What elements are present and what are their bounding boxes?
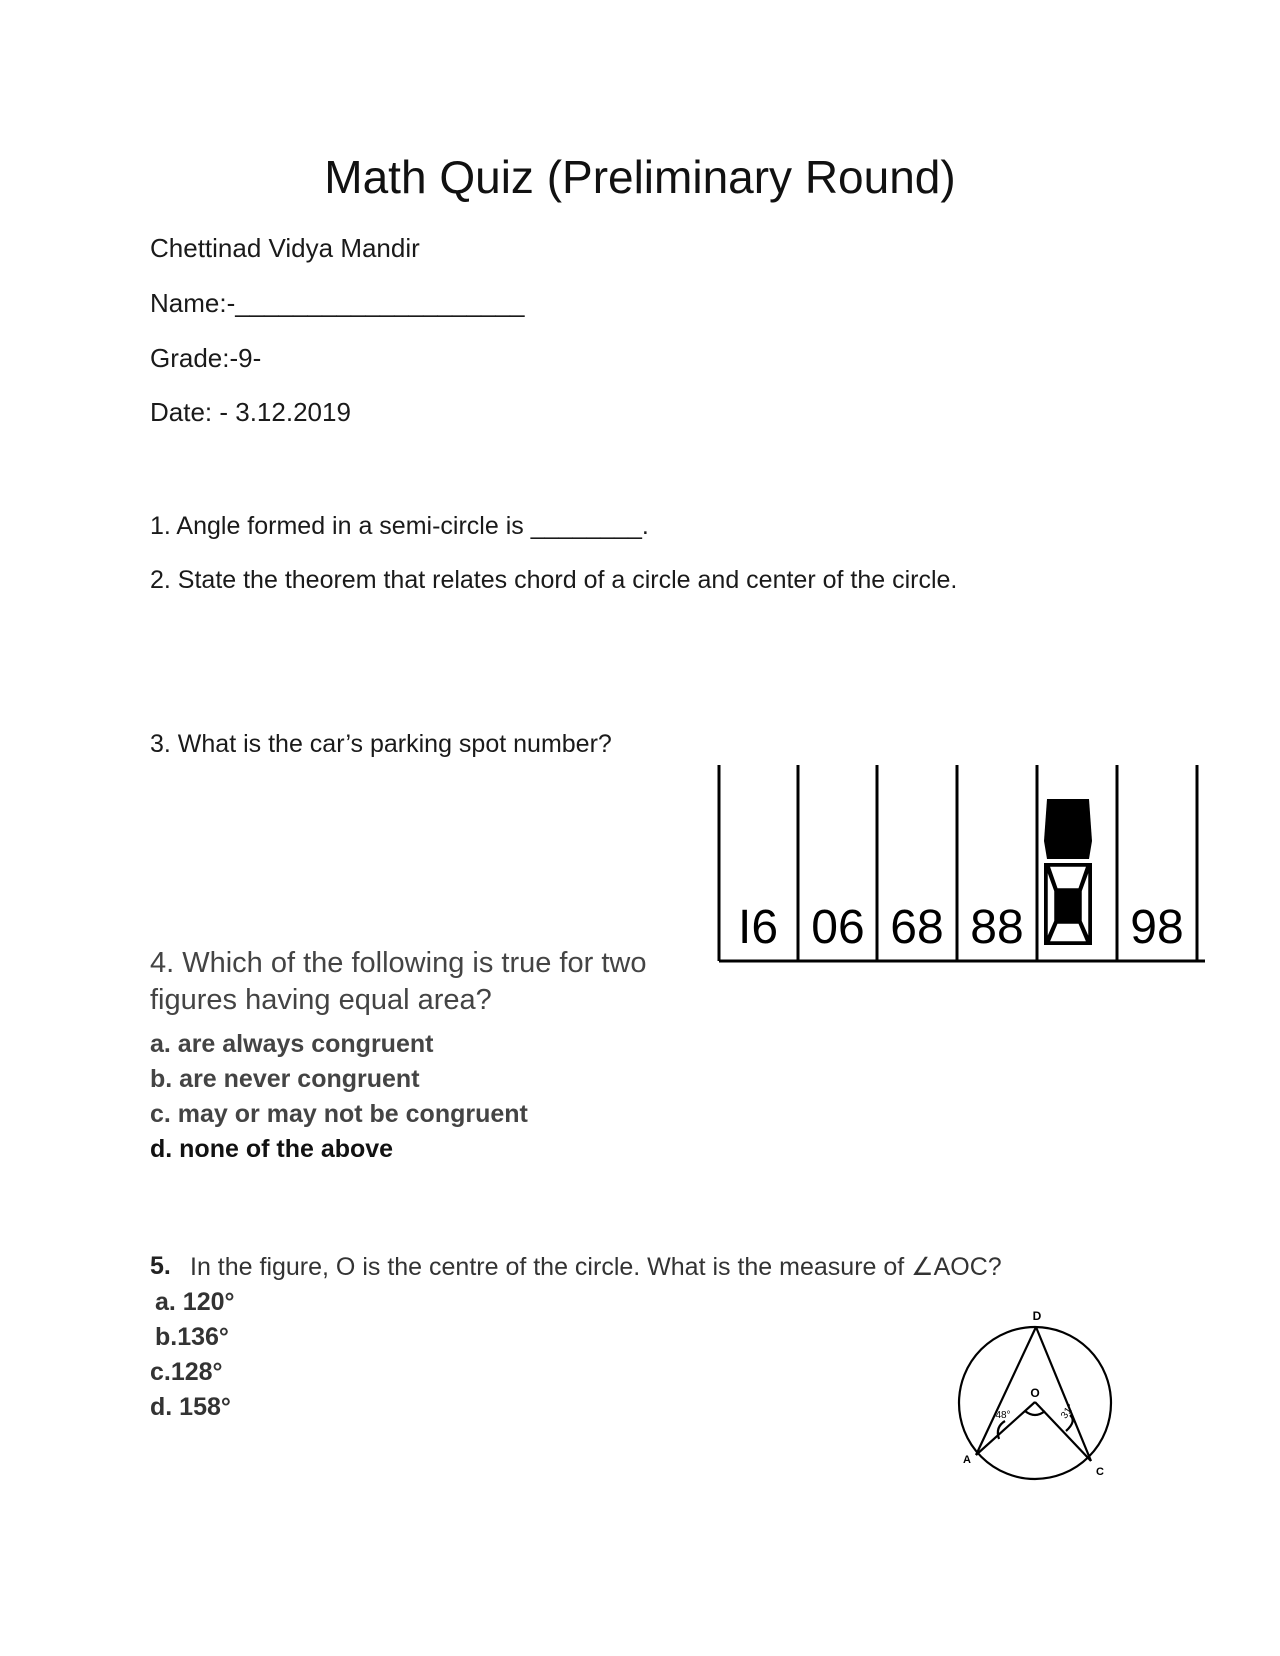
q5-option-b: b.136° <box>155 1323 229 1351</box>
page-title: Math Quiz (Preliminary Round) <box>324 151 956 203</box>
q4-option-c: c. may or may not be congruent <box>150 1100 528 1128</box>
spot-label-1: I6 <box>737 901 779 954</box>
spot-label-3: 68 <box>890 901 944 954</box>
label-c: C <box>1096 1466 1104 1478</box>
angle-a-label: 48° <box>995 1410 1011 1421</box>
question-5-number: 5. <box>150 1252 171 1280</box>
grade-field: Grade:-9- <box>150 343 262 373</box>
name-field: Name:-____________________ <box>150 288 525 318</box>
q4-option-a: a. are always congruent <box>150 1030 434 1058</box>
q5-option-c: c.128° <box>150 1358 223 1386</box>
question-5: In the figure, O is the centre of the circle. What is the measure of ∠AOC? <box>190 1253 1002 1281</box>
question-3: 3. What is the car’s parking spot number? <box>150 730 612 758</box>
spot-label-4: 88 <box>970 901 1024 954</box>
question-1: 1. Angle formed in a semi-circle is ________. <box>150 512 649 540</box>
angle-c-label: 31° <box>1059 1402 1077 1421</box>
school-name: Chettinad Vidya Mandir <box>150 233 420 263</box>
car-icon <box>1044 799 1092 945</box>
spot-label-6: 98 <box>1130 901 1184 954</box>
q5-option-a: a. 120° <box>155 1288 235 1316</box>
circle-figure <box>945 1305 1125 1495</box>
q5-option-d: d. 158° <box>150 1393 231 1421</box>
date-field: Date: - 3.12.2019 <box>150 397 351 427</box>
spot-label-2: 06 <box>811 901 865 954</box>
q4-option-d: d. none of the above <box>150 1135 394 1163</box>
label-d: D <box>1032 1309 1042 1323</box>
question-2: 2. State the theorem that relates chord of a circle and center of the circle. <box>150 566 958 594</box>
q4-option-b: b. are never congruent <box>150 1065 420 1093</box>
parking-lot-figure <box>714 763 1210 965</box>
label-o: O <box>1030 1386 1040 1400</box>
question-4: 4. Which of the following is true for two figures having equal area? <box>150 947 647 1016</box>
label-a: A <box>963 1454 971 1466</box>
